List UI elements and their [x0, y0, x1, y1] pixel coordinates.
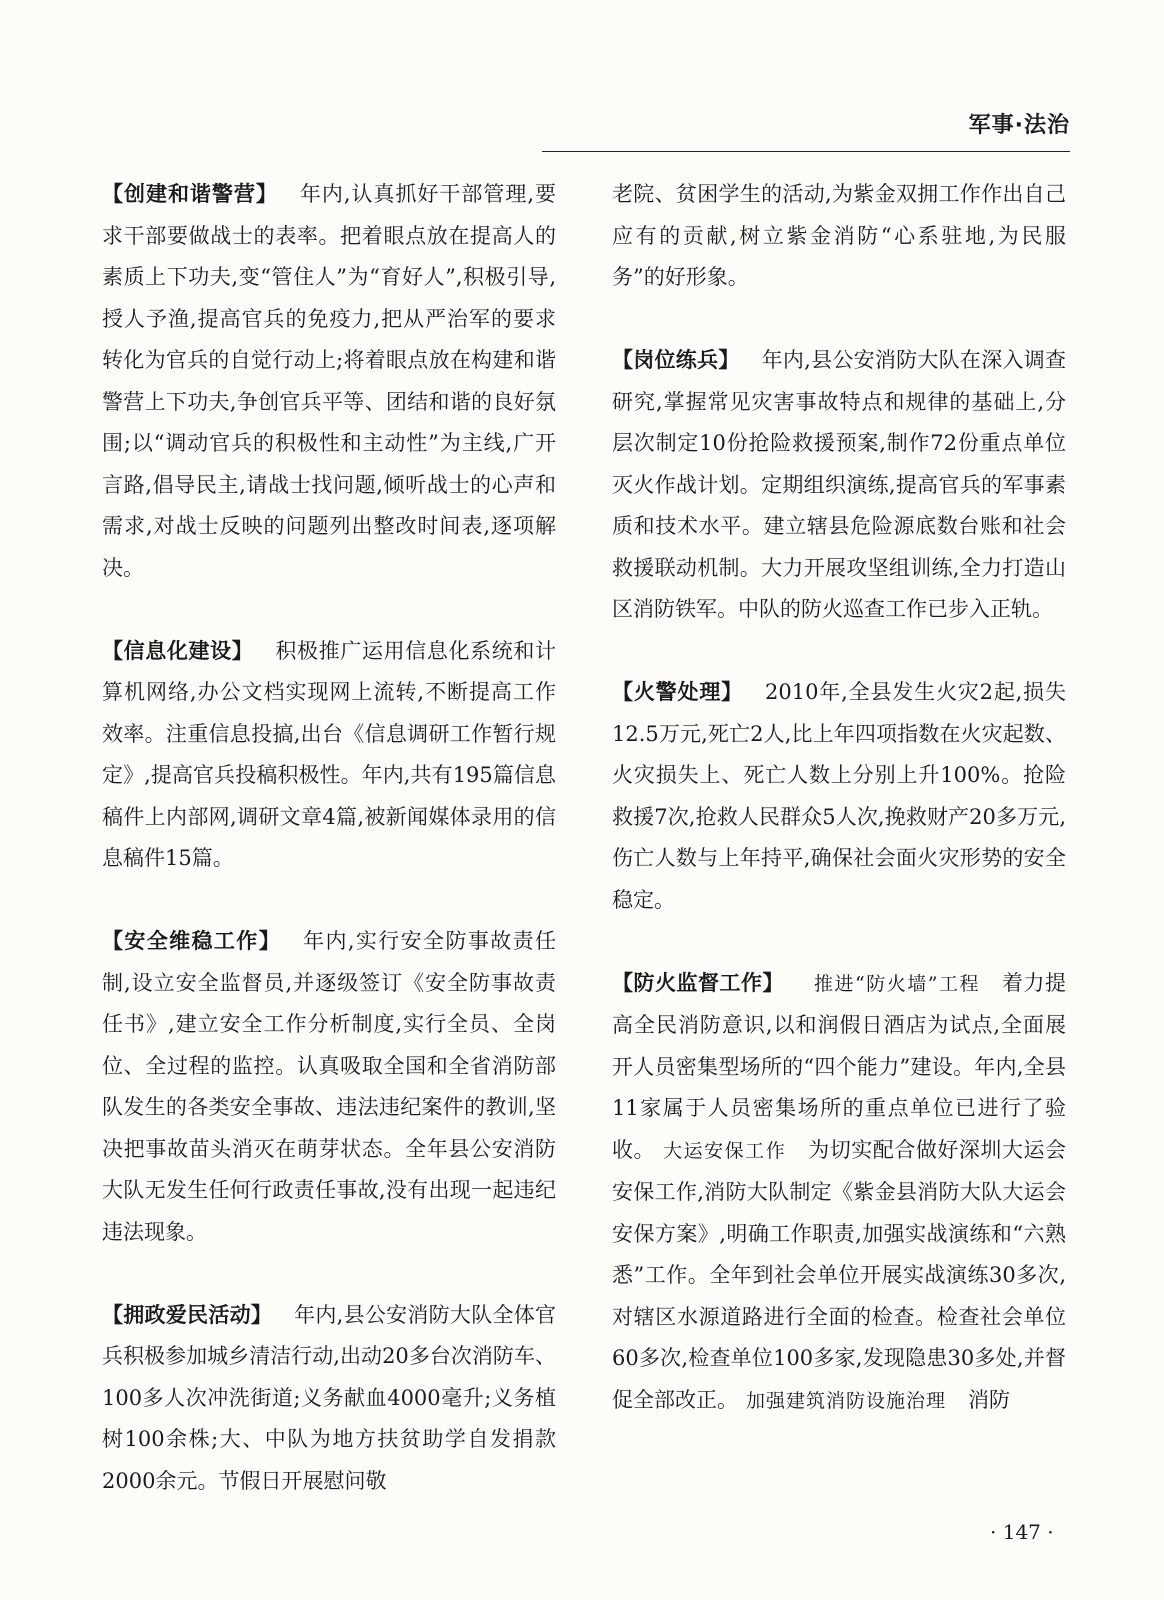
continuation-paragraph: 老院、贫困学生的活动,为紫金双拥工作作出自己应有的贡献,树立紫金消防“心系驻地,为民服务”的好形象。	[612, 182, 1066, 289]
section-text: 年内,县公安消防大队全体官兵积极参加城乡清洁行动,出动20多台次消防车、100多人次冲洗街道;义务献血4000毫升;义务植树100余株;大、中队为地方扶贫助学自发捐款2000余元。节假日开展慰问敬	[102, 1302, 556, 1493]
right-column	[612, 174, 1066, 1464]
section-text: 年内,实行安全防事故责任制,设立安全监督员,并逐级签订《安全防事故责任书》,建立安全工作分析制度,实行全员、全岗位、全过程的监控。认真吸取全国和全省消防部队发生的各类安全事故、违法违纪案件的教训,坚决把事故苗头消灭在萌芽状态。全年县公安消防大队无发生任何行政责任事故,没有出现一起违纪违法现象。	[102, 929, 556, 1244]
section-text: 积极推广运用信息化系统和计算机网络,办公文档实现网上流转,不断提高工作效率。注重信息投搞,出台《信息调研工作暂行规定》,提高官兵投稿积极性。年内,共有195篇信息稿件上内部网,调研文章4篇,被新闻媒体录用的信息稿件15篇。	[102, 638, 556, 870]
section-paragraph	[612, 963, 1066, 1423]
section-safety-stability	[102, 921, 556, 1253]
page-number: · 147 ·	[990, 1520, 1054, 1544]
section-heading: 【创建和谐警营】	[102, 182, 278, 206]
section-text: 年内,县公安消防大队在深入调查研究,掌握常见灾害事故特点和规律的基础上,分层次制定10份抢险救援预案,制作72份重点单位灭火作战计划。定期组织演练,提高官兵的军事素质和技术水平。建立辖县危险源底数台账和社会救援联动机制。大力开展攻坚组训练,全力打造山区消防铁军。中队的防火巡查工作已步入正轨。	[612, 348, 1066, 621]
subheading-firewall: 推进“防火墙”工程	[814, 972, 980, 995]
section-heading: 【安全维稳工作】	[102, 929, 282, 953]
section-continuation	[612, 174, 1066, 299]
header-divider	[542, 151, 1070, 152]
section-heading: 【信息化建设】	[102, 638, 254, 663]
section-text: 着力提高全民消防意识,以和润假日酒店为试点,全面展开人员密集型场所的“四个能力”建设。年内,全县11家属于人员密集场所的重点单位已进行了验收。	[612, 970, 1067, 1162]
subheading-building-facilities: 加强建筑消防设施治理	[746, 1389, 947, 1412]
section-fire-alarm	[612, 672, 1066, 921]
section-paragraph	[102, 921, 556, 1253]
section-paragraph	[612, 672, 1066, 921]
section-text: 消防	[968, 1387, 1011, 1412]
section-paragraph	[102, 1295, 556, 1503]
section-harmonious-camp	[102, 174, 556, 589]
section-heading: 【拥政爱民活动】	[102, 1302, 273, 1327]
section-heading: 【火警处理】	[612, 680, 744, 704]
section-job-training	[612, 340, 1066, 631]
section-fire-supervision	[612, 963, 1066, 1423]
section-paragraph	[102, 631, 556, 880]
subheading-universiade-security: 大运安保工作	[663, 1139, 787, 1162]
section-text: 为切实配合做好深圳大运会安保工作,消防大队制定《紫金县消防大队大运会安保方案》,明确工作职责,加强实战演练和“六熟悉”工作。全年到社会单位开展实战演练30多次,对辖区水源道路进行全面的检查。检查社会单位60多次,检查单位100多家,发现隐患30多处,并督促全部改正。	[612, 1137, 1066, 1412]
section-text: 2010年,全县发生火灾2起,损失12.5万元,死亡2人,比上年四项指数在火灾起数、火灾损失上、死亡人数上分别上升100%。抢险救援7次,抢救人民群众5人次,挽救财产20多万元,伤亡人数与上年持平,确保社会面火灾形势的安全稳定。	[612, 680, 1067, 912]
section-heading: 【防火监督工作】	[612, 970, 785, 995]
left-column	[102, 174, 556, 1544]
section-paragraph	[102, 174, 556, 589]
section-support-government	[102, 1295, 556, 1503]
section-informatization	[102, 631, 556, 880]
section-text: 年内,认真抓好干部管理,要求干部要做战士的表率。把着眼点放在提高人的素质上下功夫,变“管住人”为“育好人”,积极引导,授人予渔,提高官兵的免疫力,把从严治军的要求转化为官兵的自觉行动上;将着眼点放在构建和谐警营上下功夫,争创官兵平等、团结和谐的良好氛围;以“调动官兵的积极性和主动性”为主线,广开言路,倡导民主,请战士找问题,倾听战士的心声和需求,对战士反映的问题列出整改时间表,逐项解决。	[102, 182, 556, 580]
section-header: 军事·法治	[968, 113, 1070, 138]
section-paragraph	[612, 340, 1066, 631]
section-heading: 【岗位练兵】	[612, 348, 740, 372]
